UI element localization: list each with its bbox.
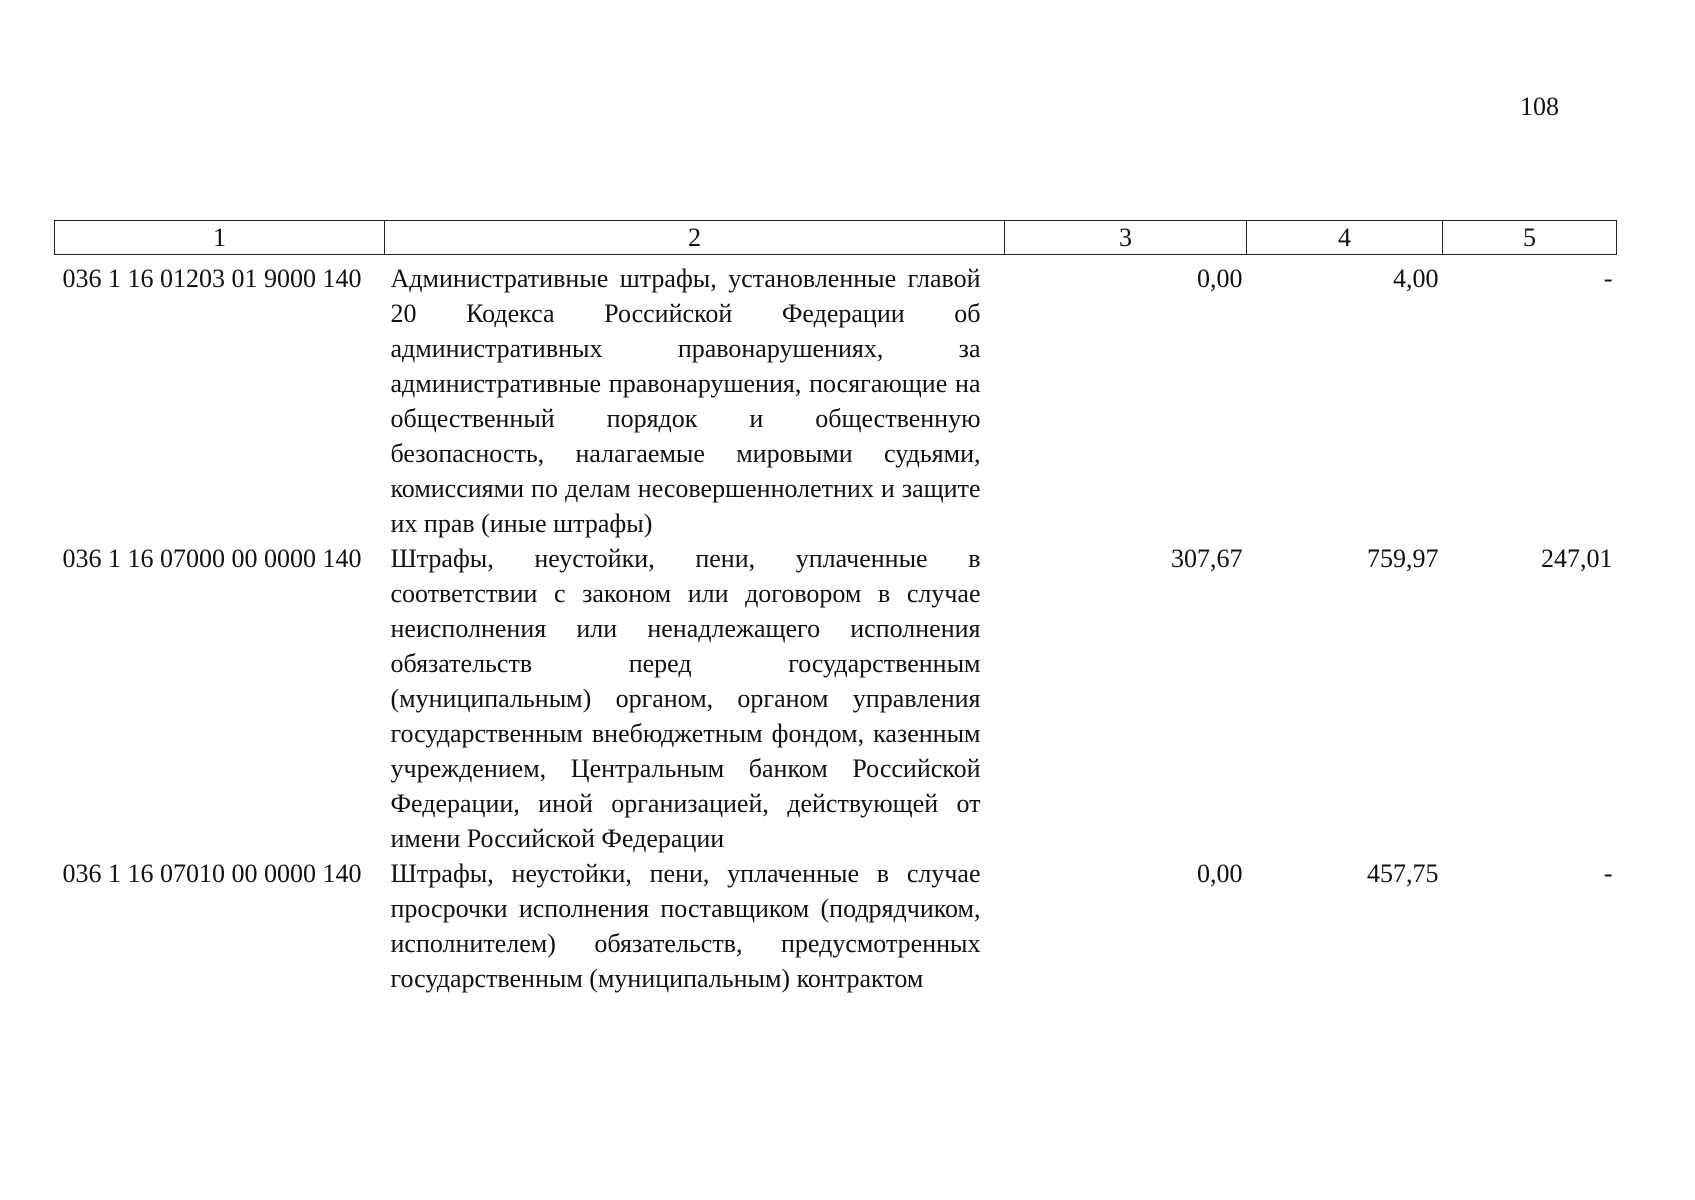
row-col4-value: 759,97 (1367, 544, 1439, 573)
table-row (55, 856, 1617, 996)
row-col4-value: 457,75 (1367, 859, 1439, 888)
row-col5-value: - (1603, 264, 1613, 293)
row-code: 036 1 16 07000 00 0000 140 (62, 544, 362, 573)
header-col-2: 2 (385, 221, 1005, 255)
revenue-table-container (54, 220, 1616, 996)
page-number: 108 (1520, 92, 1559, 121)
row-col3-value: 307,67 (1171, 544, 1243, 573)
header-row (55, 221, 1617, 255)
revenue-table (54, 220, 1617, 996)
table-row (55, 255, 1617, 542)
table-row (55, 541, 1617, 856)
row-col4-value: 4,00 (1393, 264, 1439, 293)
table-body (55, 255, 1617, 997)
table-header (55, 221, 1617, 255)
row-description: Штрафы, неустойки, пени, уплаченные в случае просрочки исполнения поставщиком (подрядчиком, исполнителем) обязательств, предусмотренных государственным (муниципальным) контрактом (390, 859, 981, 993)
row-col5-value: - (1603, 859, 1613, 888)
row-code: 036 1 16 07010 00 0000 140 (62, 859, 362, 888)
header-col-4: 4 (1247, 221, 1443, 255)
header-col-3: 3 (1005, 221, 1247, 255)
header-col-5: 5 (1443, 221, 1617, 255)
row-description: Административные штрафы, установленные главой 20 Кодекса Российской Федерации об административных правонарушениях, за административные правонарушения, посягающие на общественный порядок и общественную безопасность, налагаемые мировыми судьями, комиссиями по делам несовершеннолетних и защите их прав (иные штрафы) (390, 264, 981, 538)
row-code: 036 1 16 01203 01 9000 140 (62, 264, 362, 293)
header-col-1: 1 (55, 221, 385, 255)
row-col3-value: 0,00 (1197, 264, 1243, 293)
row-col3-value: 0,00 (1197, 859, 1243, 888)
row-col5-value: 247,01 (1541, 544, 1613, 573)
row-description: Штрафы, неустойки, пени, уплаченные в соответствии с законом или договором в случае неисполнения или ненадлежащего исполнения обязательств перед государственным (муниципальным) органом, органом управления государственным внебюджетным фондом, казенным учреждением, Центральным банком Российской Федерации, иной организацией, действующей от имени Российской Федерации (390, 544, 981, 853)
